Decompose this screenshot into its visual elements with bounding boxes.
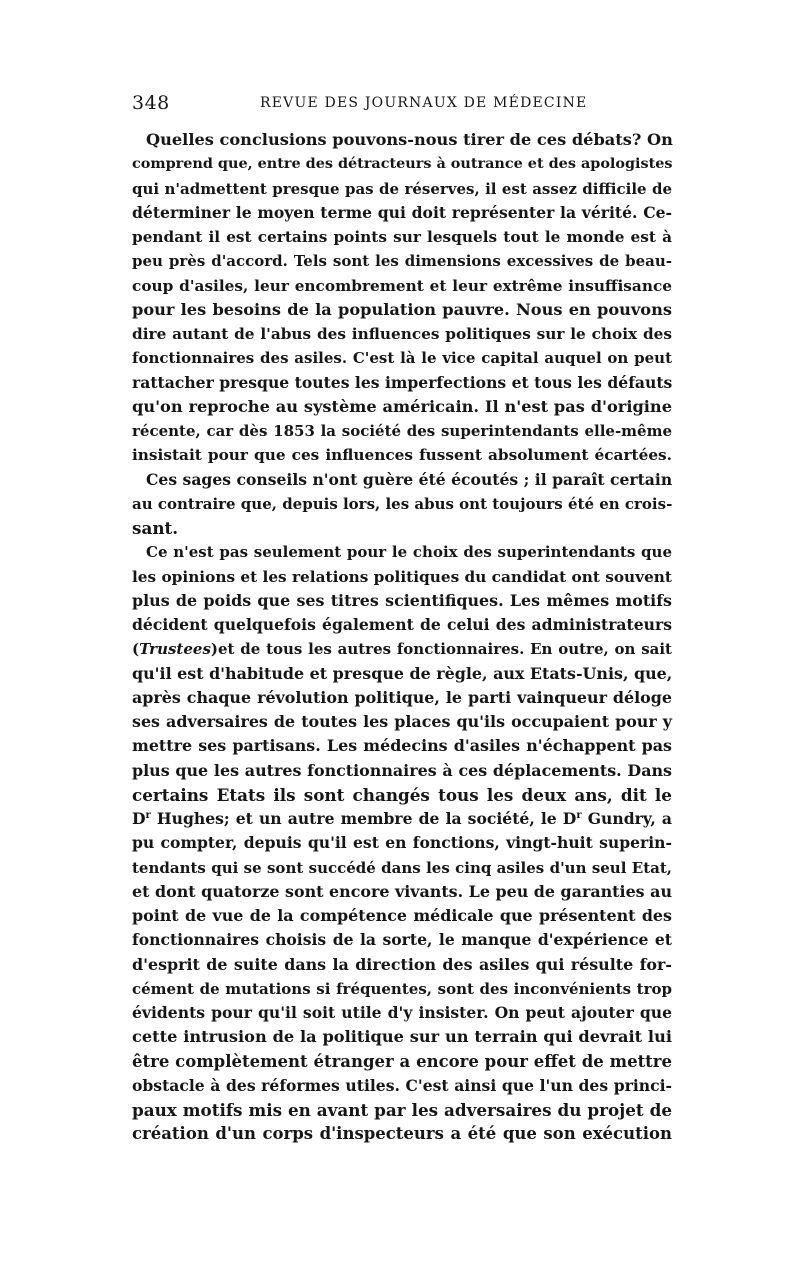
text-line: qu'on reproche au système américain. Il n'est pas d'origine <box>132 396 672 416</box>
text-line: coup d'asiles, leur encombrement et leur extrême insuffisance <box>132 276 672 295</box>
text-line: tendants qui se sont succédé dans les cinq asiles d'un seul Etat, <box>132 858 672 877</box>
dr-sup: r <box>145 809 151 821</box>
text-line: comprend que, entre des détracteurs à outrance et des apologistes <box>132 155 673 173</box>
text-line: Ces sages conseils n'ont guère été écoutés ; il paraît certain <box>146 469 673 489</box>
text-line: peu près d'accord. Tels sont les dimensions excessives de beau- <box>132 252 672 271</box>
trustees-term: Trustees <box>139 640 211 659</box>
text-line: d'esprit de suite dans la direction des asiles qui résulte for- <box>132 954 672 974</box>
paren-open: ( <box>132 640 140 659</box>
text-line: Ce n'est pas seulement pour le choix des superintendants que <box>146 543 672 562</box>
dr-abbrev: D <box>562 809 577 828</box>
paren-close: )et <box>210 640 235 659</box>
dr-sup: r <box>576 809 582 821</box>
text-line: insistait pour que ces influences fussent absolument écartées. <box>132 446 672 465</box>
text-line: pour les besoins de la population pauvre. Nous en pouvons <box>132 299 672 319</box>
text-line: pendant il est certains points sur lesquels tout le monde est à <box>132 228 672 246</box>
text-line: paux motifs mis en avant par les adversaires du projet de <box>132 1100 672 1120</box>
text-line-hughes <box>132 807 672 831</box>
text-line: plus de poids que ses titres scientifiques. Les mêmes motifs <box>132 590 672 610</box>
text-line: plus que les autres fonctionnaires à ces déplacements. Dans <box>132 760 672 780</box>
line-middle: Hughes; et un autre membre de la société, le <box>150 809 563 828</box>
text-line: rattacher presque toutes les imperfections et tous les défauts <box>132 372 673 392</box>
running-head: REVUE DES JOURNAUX DE MÉDECINE <box>260 95 588 111</box>
text-line: création d'un corps d'inspecteurs a été que son exécution <box>132 1124 672 1144</box>
text-line: décident quelquefois également de celui des administrateurs <box>132 615 672 634</box>
text-line: point de vue de la compétence médicale que présentent des <box>132 906 672 925</box>
dr-abbrev: D <box>132 809 146 828</box>
text-line: ses adversaires de toutes les places qu'ils occupaient pour y <box>132 712 672 731</box>
text-line: certains Etats ils sont changés tous les deux ans, dit le <box>132 784 672 805</box>
text-line: fonctionnaires choisis de la sorte, le manque d'expérience et <box>132 930 672 950</box>
text-line: qui n'admettent presque pas de réserves, il est assez difficile de <box>132 179 672 198</box>
text-line: dire autant de l'abus des influences politiques sur le choix des <box>132 325 672 343</box>
text-line: évidents pour qu'il soit utile d'y insister. On peut ajouter que <box>132 1003 672 1022</box>
text-line: obstacle à des réformes utiles. C'est ainsi que l'un des princi- <box>132 1075 672 1095</box>
text-line: mettre ses partisans. Les médecins d'asiles n'échappent pas <box>132 736 672 756</box>
text-line: récente, car dès 1853 la société des superintendants elle-même <box>132 422 672 440</box>
text-line: pu compter, depuis qu'il est en fonctions, vingt-huit superin- <box>132 833 672 853</box>
page-header <box>132 92 672 120</box>
text-line: Quelles conclusions pouvons-nous tirer de ces débats? On <box>146 130 673 149</box>
text-line: cément de mutations si fréquentes, sont des inconvénients trop <box>132 979 672 998</box>
text-line: cette intrusion de la politique sur un terrain qui devrait lui <box>132 1027 672 1047</box>
text-line: déterminer le moyen terme qui doit représenter la vérité. Ce- <box>132 202 672 222</box>
body-text <box>132 128 672 1147</box>
text-line: et dont quatorze sont encore vivants. Le peu de garanties au <box>132 881 673 901</box>
line-remainder: de tous les autres fonctionnaires. En outre, on sait <box>240 640 672 659</box>
text-line: être complètement étranger a encore pour effet de mettre <box>132 1051 672 1071</box>
text-line: sant. <box>132 518 179 538</box>
text-line: après chaque révolution politique, le parti vainqueur déloge <box>132 687 672 707</box>
text-line: les opinions et les relations politiques du candidat ont souvent <box>132 567 672 586</box>
text-line: au contraire que, depuis lors, les abus ont toujours été en crois- <box>132 494 673 513</box>
text-line: fonctionnaires des asiles. C'est là le vice capital auquel on peut <box>132 349 672 368</box>
line-end: Gundry, a <box>581 809 672 828</box>
text-line: qu'il est d'habitude et presque de règle, aux Etats-Unis, que, <box>132 663 673 683</box>
page-number: 348 <box>132 92 170 114</box>
text-line-trustees <box>132 637 672 661</box>
